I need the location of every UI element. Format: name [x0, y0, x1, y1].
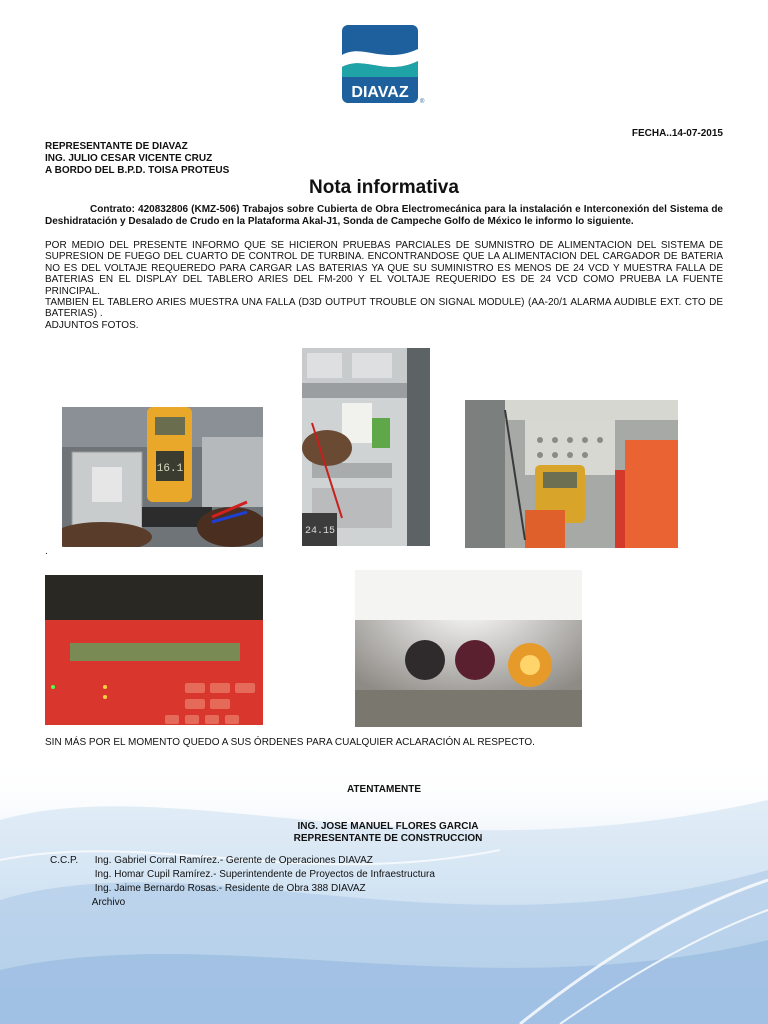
ccp-list	[91, 854, 435, 910]
diavaz-logo	[340, 25, 426, 107]
photo-alarm-lamps	[355, 570, 582, 727]
stray-period: .	[45, 546, 48, 557]
ccp-block	[50, 854, 435, 910]
closing-sentence: SIN MÁS POR EL MOMENTO QUEDO A SUS ÓRDENES PARA CUALQUIER ACLARACIÓN AL RESPECTO.	[45, 737, 535, 748]
signer-block	[0, 821, 768, 845]
body-paragraph: POR MEDIO DEL PRESENTE INFORMO QUE SE HICIERON PRUEBAS PARCIALES DE SUMNISTRO DE ALIMENTACION DEL SISTEMA DE SUPRESION DE FUEGO DEL CUARTO DE CONTROL DE TURBINA. ENCONTRANDOSE QUE LA ALIMENTACION DEL CARGADOR DE BATERIA NO ES DEL VOLTAJE REQUEREDO PARA CARGAR LAS BATERIAS YA QUE SU SUMINISTRO ES MENOS DE 24 VCD Y MUESTRA FALLA DE BATERIAS EN EL DISPLAY DEL TABLERO ARIES DEL FM-200 Y EL VOLTAJE REQUERIDO ES DE 24 VCD COMO PRUEBA LA FUENTE PRINCIPAL.	[45, 240, 723, 297]
ccp-item: Ing. Jaime Bernardo Rosas.- Residente de Obra 388 DIAVAZ	[94, 883, 366, 894]
multimeter-display-1: 16.1	[156, 463, 184, 475]
body-paragraph: TAMBIEN EL TABLERO ARIES MUESTRA UNA FALLA (D3D OUTPUT TROUBLE ON SIGNAL MODULE) (AA-20/1 ALARMA AUDIBLE EXT. CTO DE BATERIAS) .	[45, 297, 723, 320]
photo-panel-voltage	[302, 348, 430, 546]
body-text	[45, 240, 723, 331]
document-title: Nota informativa	[309, 177, 459, 198]
regards: ATENTAMENTE	[346, 784, 422, 795]
logo-trademark: ®	[420, 99, 425, 105]
ccp-item: Archivo	[91, 897, 126, 908]
recipient-block	[45, 141, 229, 177]
multimeter-display-2: 24.15	[304, 526, 336, 537]
ccp-label: C.C.P.	[50, 855, 79, 866]
recipient-line: A BORDO DEL B.P.D. TOISA PROTEUS	[45, 165, 230, 176]
body-paragraph: ADJUNTOS FOTOS.	[45, 319, 139, 331]
recipient-line: ING. JULIO CESAR VICENTE CRUZ	[45, 153, 213, 164]
ccp-item: Ing. Gabriel Corral Ramírez.- Gerente de Operaciones DIAVAZ	[94, 855, 373, 866]
photo-multimeter-panel	[62, 407, 263, 547]
contract-paragraph: Contrato: 420832806 (KMZ-506) Trabajos sobre Cubierta de Obra Electromecánica para la instalación e Interconexión del Sistema de Deshidratación y Desalado de Crudo en la Plataforma Akal-J1, Sonda de Campeche Golfo de México le informo lo siguiente.	[45, 204, 723, 227]
recipient-line: REPRESENTANTE DE DIAVAZ	[45, 141, 188, 152]
logo-text: DIAVAZ	[351, 84, 409, 101]
photo-electrician-testing	[465, 400, 678, 548]
signer-name: ING. JOSE MANUEL FLORES GARCIA	[297, 821, 479, 832]
document-date: FECHA..14-07-2015	[631, 128, 723, 139]
signer-role: REPRESENTANTE DE CONSTRUCCION	[293, 833, 483, 844]
ccp-item: Ing. Homar Cupil Ramírez.- Superintendente de Proyectos de Infraestructura	[94, 869, 435, 880]
photo-aries-panel	[45, 575, 263, 725]
